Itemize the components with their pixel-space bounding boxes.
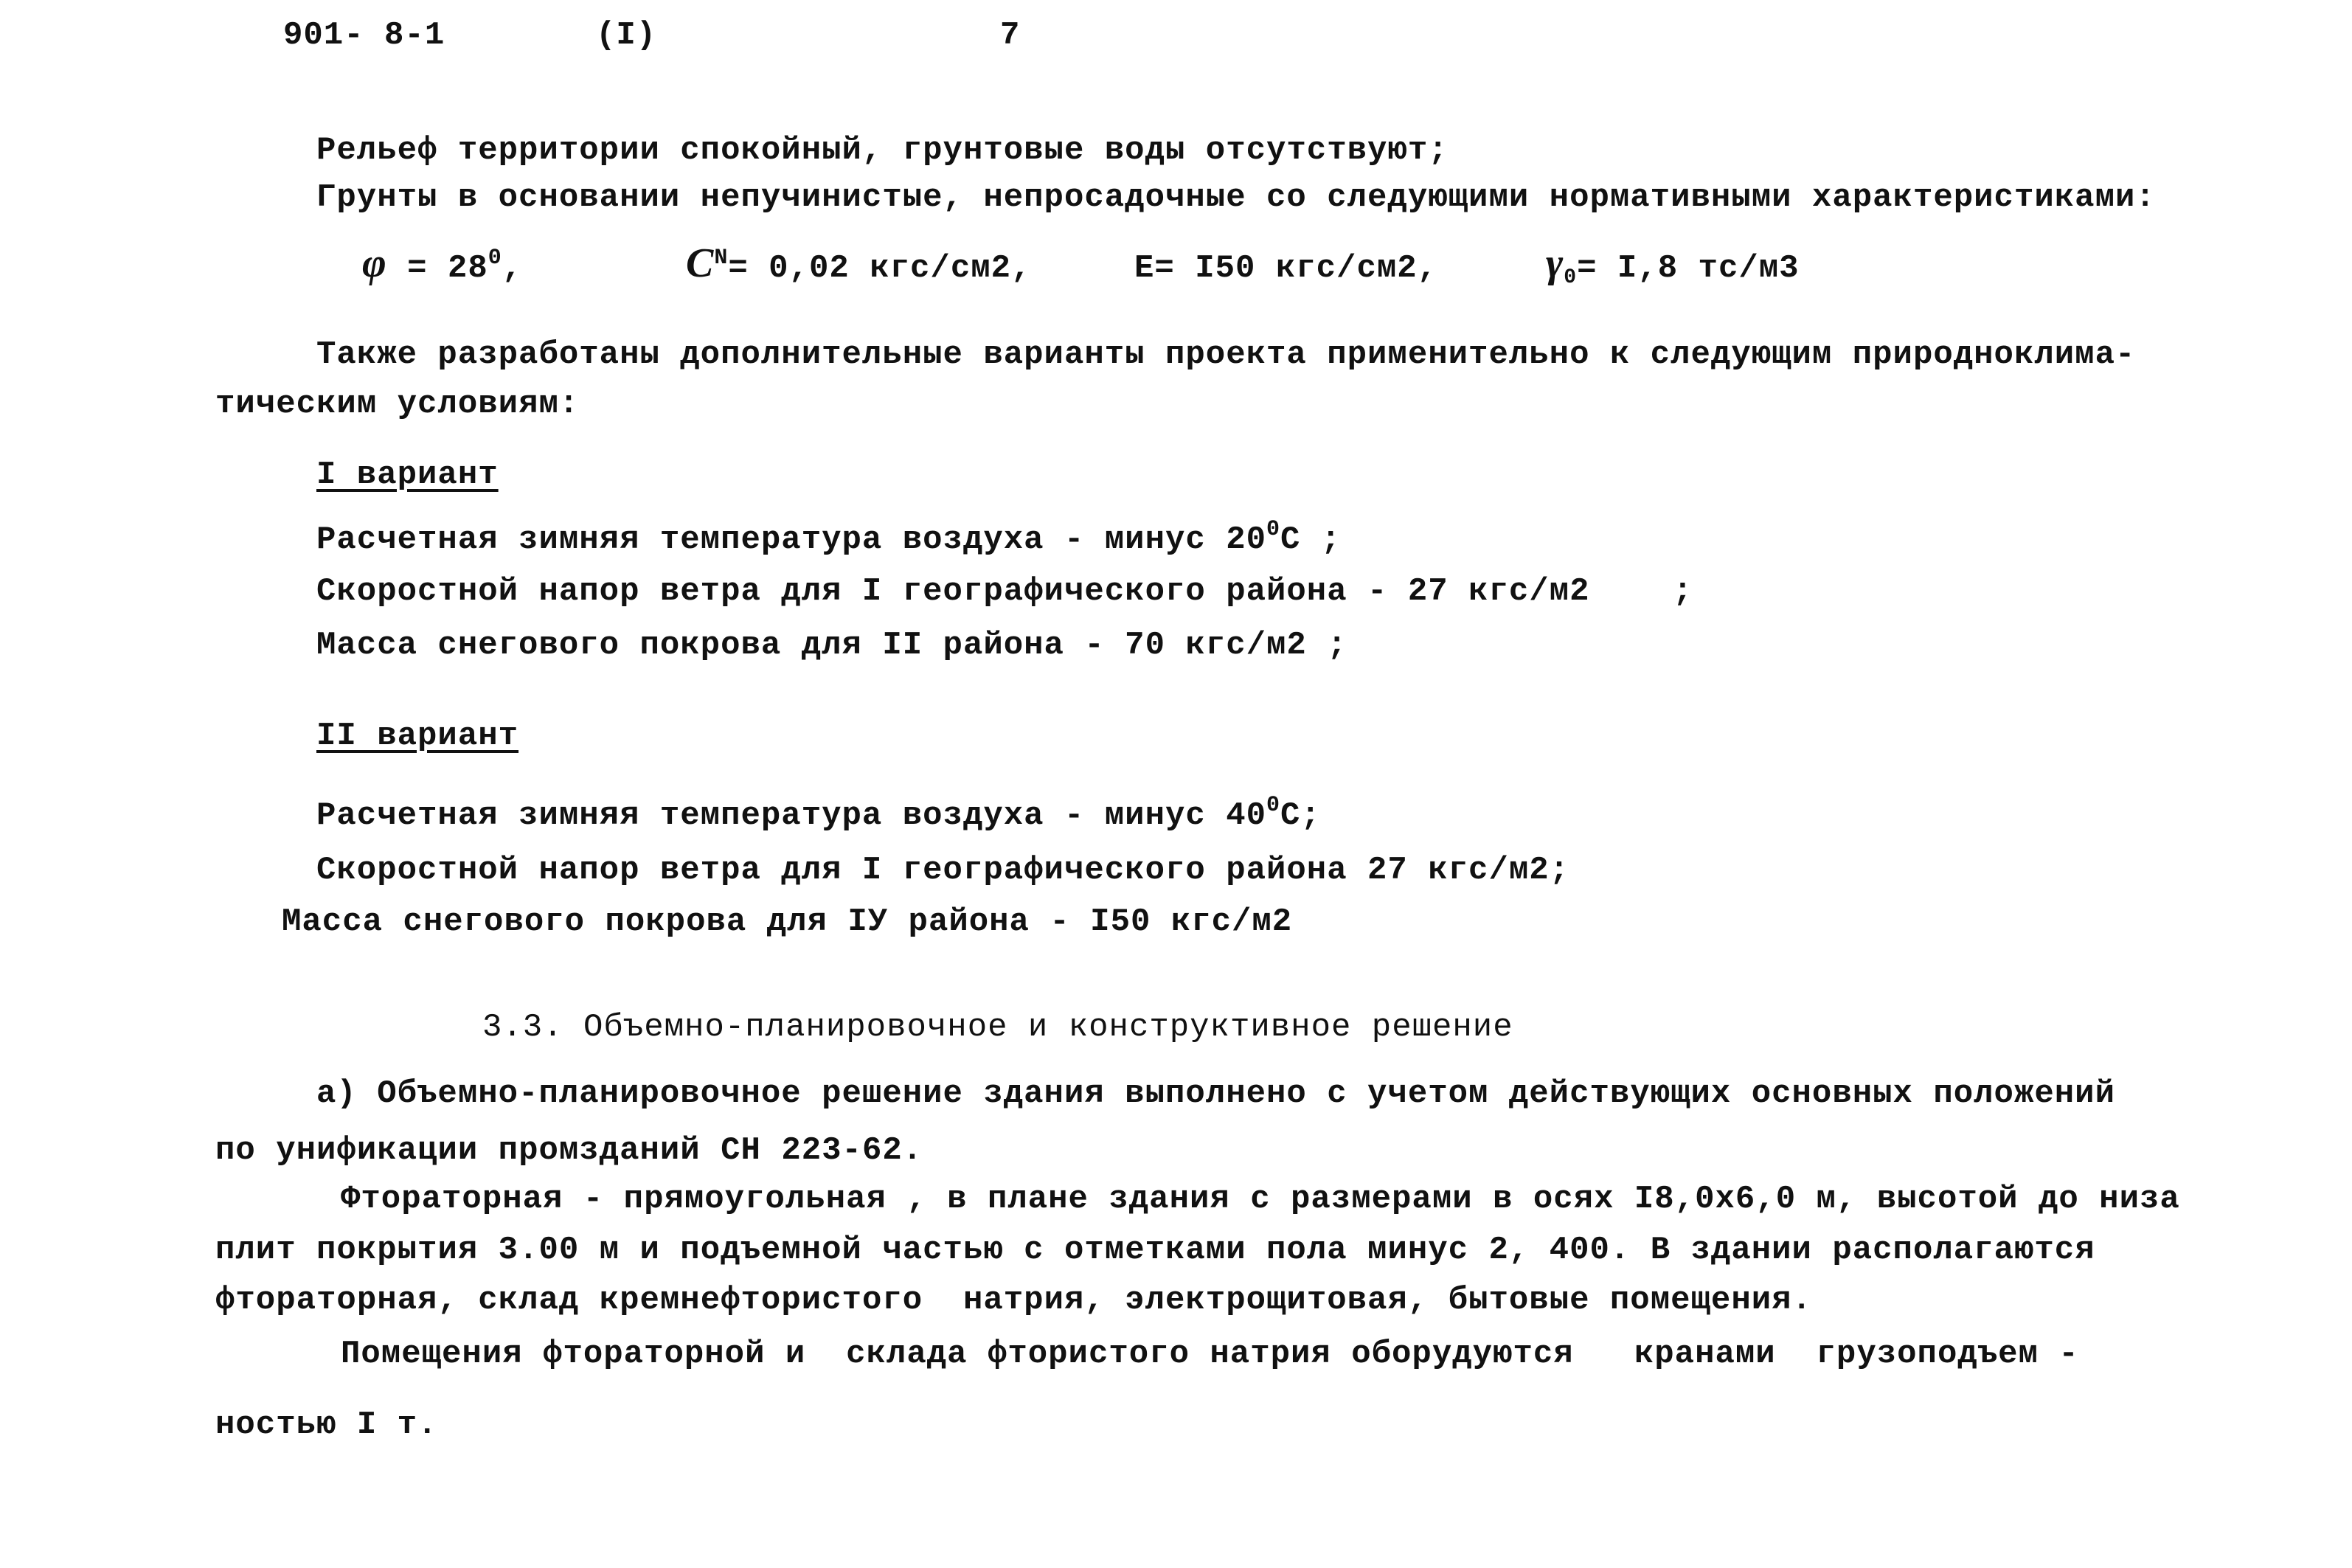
degree: 0 xyxy=(488,246,502,271)
gamma-subscript: 0 xyxy=(1564,266,1578,289)
paragraph-line: Грунты в основании непучинистые, непросадочные со следующими нормативными характеристиками: xyxy=(316,179,2156,216)
c-superscript: N xyxy=(714,246,729,271)
temp-text: Расчетная зимняя температура воздуха - минус 40 xyxy=(316,797,1267,834)
formula-c xyxy=(686,240,1032,289)
c-symbol: C xyxy=(686,240,715,286)
variant1-wind: Скоростной напор ветра для I географического района - 27 кгс/м2 xyxy=(316,573,1590,610)
variant2-wind: Скоростной напор ветра для I географического района 27 кгс/м2; xyxy=(316,852,1570,889)
section-line: ностью I т. xyxy=(215,1406,438,1443)
formula-gamma xyxy=(1546,240,1800,289)
variant1-title: I вариант xyxy=(316,457,499,493)
c-value: = 0,02 кгс/см2, xyxy=(728,250,1032,287)
paragraph-line: тическим условиям: xyxy=(215,386,580,423)
section-line: по унификации промзданий СН 223-62. xyxy=(215,1132,923,1169)
gamma-symbol: γ xyxy=(1546,240,1564,286)
variant2-snow: Масса снегового покрова для IУ района - I50 кгс/м2 xyxy=(282,903,1293,940)
page-number: 7 xyxy=(1000,17,1021,54)
phi-value: = 28 xyxy=(386,250,488,287)
section-line: Фтораторная - прямоугольная , в плане здания с размерами в осях I8,0х6,0 м, высотой до низа xyxy=(341,1181,2180,1218)
degree: 0 xyxy=(1266,793,1281,818)
section-line: а) Объемно-планировочное решение здания выполнено с учетом действующих основных положений xyxy=(316,1075,2115,1112)
variant2-title: II вариант xyxy=(316,718,519,754)
paragraph-line: Рельеф территории спокойный, грунтовые воды отсутствуют; xyxy=(316,132,1449,169)
variant1-temp xyxy=(316,519,1341,561)
temp-unit: С; xyxy=(1280,797,1321,834)
degree: 0 xyxy=(1266,517,1281,542)
variant2-temp xyxy=(316,795,1321,836)
formula-phi xyxy=(362,240,523,289)
section-heading: 3.3. Объемно-планировочное и конструктивное решение xyxy=(482,1009,1513,1046)
temp-text: Расчетная зимняя температура воздуха - минус 20 xyxy=(316,521,1267,558)
section-line: плит покрытия 3.00 м и подъемной частью с отметками пола минус 2, 400. В здании располагаются xyxy=(215,1232,2095,1269)
doc-code: 901- 8-1 xyxy=(283,17,445,54)
section-line: Помещения фтораторной и склада фтористого натрия оборудуются кранами грузоподъем - xyxy=(341,1336,2079,1373)
paragraph-line: Также разработаны дополнительные варианты проекта применительно к следующим природноклима- xyxy=(316,336,2136,373)
doc-part: (I) xyxy=(596,17,657,54)
phi-symbol: φ xyxy=(362,240,387,286)
temp-unit: С ; xyxy=(1280,521,1342,558)
punct: , xyxy=(502,250,523,287)
variant1-wind-end: ; xyxy=(1673,573,1693,610)
formula-e: E= I50 кгс/см2, xyxy=(1134,250,1438,287)
variant1-snow: Масса снегового покрова для II района - 70 кгс/м2 ; xyxy=(316,627,1347,664)
section-line: фтораторная, склад кремнефтористого натрия, электрощитовая, бытовые помещения. xyxy=(215,1282,1812,1319)
gamma-value: = I,8 тс/м3 xyxy=(1577,250,1800,287)
